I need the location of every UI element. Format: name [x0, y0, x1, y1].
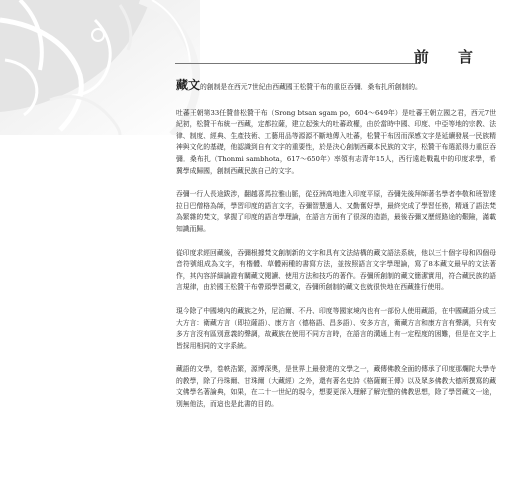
header-rule-line [175, 63, 420, 64]
paragraph-5: 現今除了中國境內的藏族之外，尼泊爾、不丹、印度等國家境內也有一部份人使用藏語，在中國藏語分成三大方言：衛藏方言（即拉薩語）、康方言（德格語、昌多語）、安多方言，衛藏方言和康方言有聲調，只有安多方言沒有區別意義的聲調，故藏族在使用不同方言時，在語言的溝通上有一定程度的困難，但是在文字上皆採用相同的文字系統。 [176, 306, 496, 350]
paragraph-3: 吞彌一行人長途跋涉，翻越喜馬拉雅山脈，從亞洲高地進入印度平原，吞彌先後拜師著名學者李敬和班智達拉日巴僧格為師，學習印度的語言文字，吞彌智慧過人、又勤奮好學，最終完成了學習任務，精通了語法梵為繁雜的梵文，掌握了印度的語言學理論，在語言方面有了很深的造詣，最後吞彌又歷經路途的艱險，滿載知識而歸。 [176, 190, 496, 233]
paragraph-6: 藏語的文學，卷帙浩繁，源博深奧，是世界上最發達的文學之一，藏傳佛教全面的傳承了印度那爛陀大學寺的教學，除了丹珠爾、甘珠爾（大藏經）之外，還有著名史詩《格薩爾王傳》以及眾多佛教大德所撰寫的藏文佛學名著論典，如果，在二十一世紀的現今，想要更深入理解了解完整的佛教思想，除了學習藏文一途，別無他法，而這也是此書的目的。 [176, 365, 496, 409]
paragraph-4: 從印度求經回藏後，吞彌根據梵文創制新的文字和具有文法結構的藏文語法系統，他以三十個字母和四個母音符號組成為文字，有楷體、草體兩種的書寫方法，並按照語言文字學理論，寫了8本藏文最早的文法著作，其內容詳細論證有關藏文閱讀、使用方法和技巧的著作。吞彌所創制的藏文簡潔實用，符合藏民族的語言規律，由於國王松贊干布帶頭學習藏文，吞彌所創制的藏文也就很快地在西藏推行使用。 [176, 248, 496, 292]
paragraph-1-lead-word: 藏文 [176, 78, 201, 92]
ornamental-background-decoration [0, 0, 200, 135]
paragraph-1-text: 的創制是在西元7世紀由西藏國王松贊干布的重臣吞彌．桑布扎所創制的。 [200, 83, 422, 91]
page-title: 前 言 [413, 48, 485, 66]
paragraph-2: 吐蕃王朝第33任贊普松贊干布（Srong btsan sgam po，604～649年）是吐蕃王朝立國之君，西元7世紀初，松贊干布統一西藏，定都拉薩，建立起強大的吐蕃政權，由於當時中國、印度、中亞等地的宗教、法律、制度、經典、生產技術、工藝用品等源源不斷地傳入吐蕃，松贊干布因而深感文字是延續發展一民族精神與文化的基礎，他認識到自有文字的重要性，於是決心創制西藏本民族的文字，松贊干布選派得力重臣吞彌．桑布扎（Thonmi sambhota，617～650年）率領有志青年15人，西行遠赴戰亂中的印度求學，希冀學成歸國，創制西藏民族自己的文字。 [176, 108, 496, 175]
page-header [175, 50, 495, 66]
preface-content [176, 80, 496, 423]
paragraph-1 [176, 80, 496, 94]
